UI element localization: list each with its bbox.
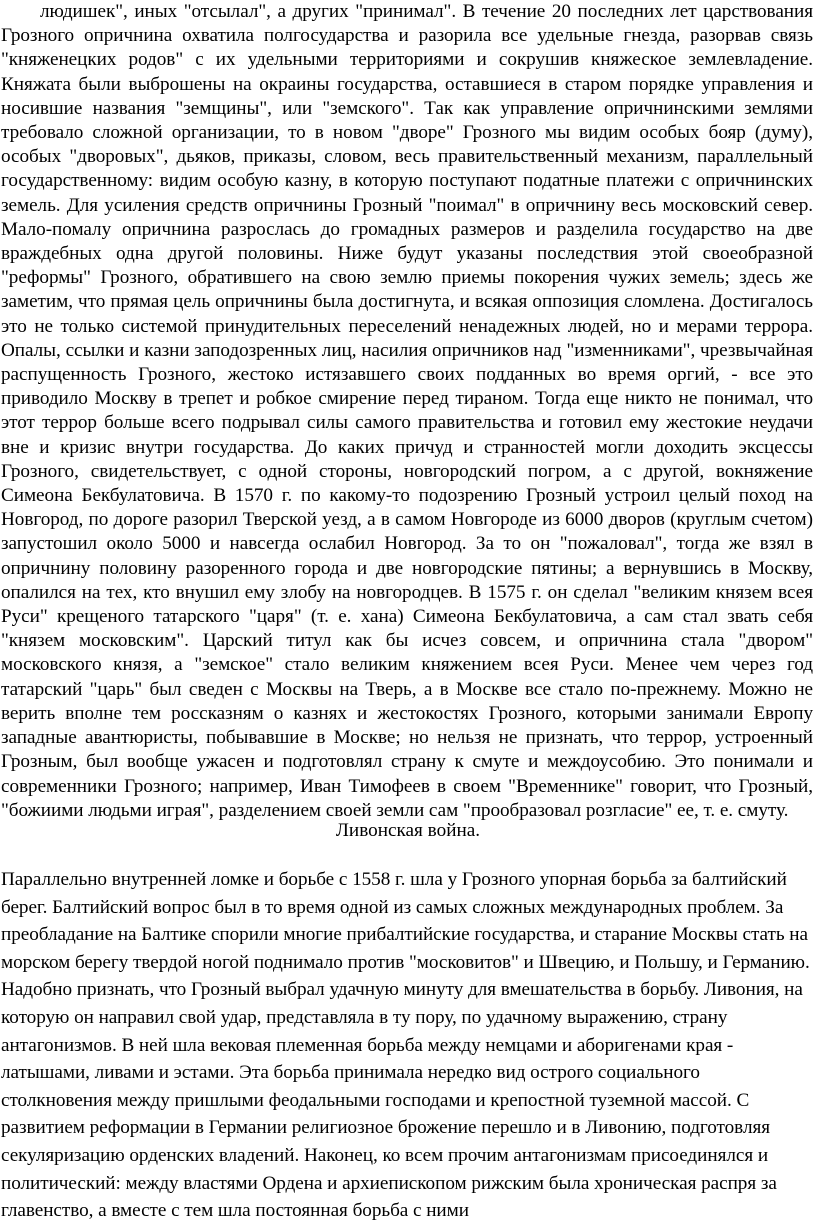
section-heading-livonian-war: Ливонская война.	[335, 820, 481, 841]
paragraph-livonian-war: Параллельно внутренней ломке и борьбе с 1558 г. шла у Грозного упорная борьба за балтийский берег. Балтийский вопрос был в то время одной из самых сложных международных проблем. За преобладание на Балтике спорили многие прибалтийские государства, и старание Москвы стать на морском берегу твердой ногой поднимало против "московитов" и Швецию, и Польшу, и Германию. Надобно признать, что Грозный выбрал удачную минуту для вмешательства в борьбу. Ливония, на которую он направил свой удар, представляла в ту пору, по удачному выражению, страну антагонизмов. В ней шла вековая племенная борьба между немцами и аборигенами края - латышами, ливами и эстами. Эта борьба принимала нередко вид острого социального столкновения между пришлыми феодальными господами и крепостной туземной массой. С развитием реформации в Германии религиозное брожение перешло и в Ливонию, подготовляя секуляризацию орденских владений. Наконец, ко всем прочим антагонизмам присоединялся и политический: между властями Ордена и архиепископом рижским была хроническая распря за главенство, а вместе с тем шла постоянная борьба с ними	[1, 869, 810, 1222]
paragraph-oprichnina: людишек", иных "отсылал", а других "принимал". В течение 20 последних лет царствования Грозного опричнина охватила полгосударства и разорила все удельные гнезда, разорвав связь "княженецких родов" с их удельными территориями и сокрушив княжеское землевладение. Княжата были выброшены на окраины государства, оставшиеся в старом порядке управления и носившие названия "земщины", или "земского". Так как управление опричнинскими землями требовало сложной организации, то в новом "дворе" Грозного мы видим особых бояр (думу), особых "дворовых", дьяков, приказы, словом, весь правительственный механизм, параллельный государственному: видим особую казну, в которую поступают податные платежи с опричнинских земель. Для усиления средств опричнины Грозный "поимал" в опричнину весь московский север. Мало-помалу опричнина разрослась до громадных размеров и разделила государство на две враждебных одна другой половины. Ниже будут указаны последствия этой своеобразной "реформы" Грозного, обратившего на свою землю приемы покорения чужих земель; здесь же заметим, что прямая цель опричнины была достигнута, и всякая оппозиция сломлена. Достигалось это не только системой принудительных переселений ненадежных людей, но и мерами террора. Опалы, ссылки и казни заподозренных лиц, насилия опричников над "изменниками", чрезвычайная распущенность Грозного, жестоко истязавшего своих подданных во время оргий, - все это приводило Москву в трепет и робкое смирение перед тираном. Тогда еще никто не понимал, что этот террор больше всего подрывал силы самого правительства и готовил ему жестокие неудачи вне и кризис внутри государства. До каких причуд и странностей могли доходить эксцессы Грозного, свидетельствует, с одной стороны, новгородский погром, а с другой, вокняжение Симеона Бекбулатовича. В 1570 г. по какому-то подозрению Грозный устроил целый поход на Новгород, по дороге разорил Тверской уезд, а в самом Новгороде из 6000 дворов (круглым счетом) запустошил около 5000 и навсегда ослабил Новгород. За то он "пожаловал", тогда же взял в опричнину половину разоренного города и две новгородские пятины; а вернувшись в Москву, опалился на тех, кто внушил ему злобу на новгородцев. В 1575 г. он сделал "великим князем всея Руси" крещеного татарского "царя" (т. е. хана) Симеона Бекбулатовича, а сам стал звать себя "князем московским". Царский титул как бы исчез совсем, и опричнина стала "двором" московского князя, а "земское" стало великим княжением всея Руси. Менее чем через год татарский "царь" был сведен с Москвы на Тверь, а в Москве все стало по-прежнему. Можно не верить вполне тем россказням о казнях и жестокостях Грозного, которыми занимали Европу западные авантюристы, побывавшие в Москве; но нельзя не признать, что террор, устроенный Грозным, был вообще ужасен и подготовлял страну к смуте и междоусобию. Это понимали и современники Грозного; например, Иван Тимофеев в своем "Временнике" говорит, что Грозный, "божиими людьми играя", разделением своей земли сам "прообразовал розгласие" ее, т. е. смуту.	[1, 1, 813, 821]
